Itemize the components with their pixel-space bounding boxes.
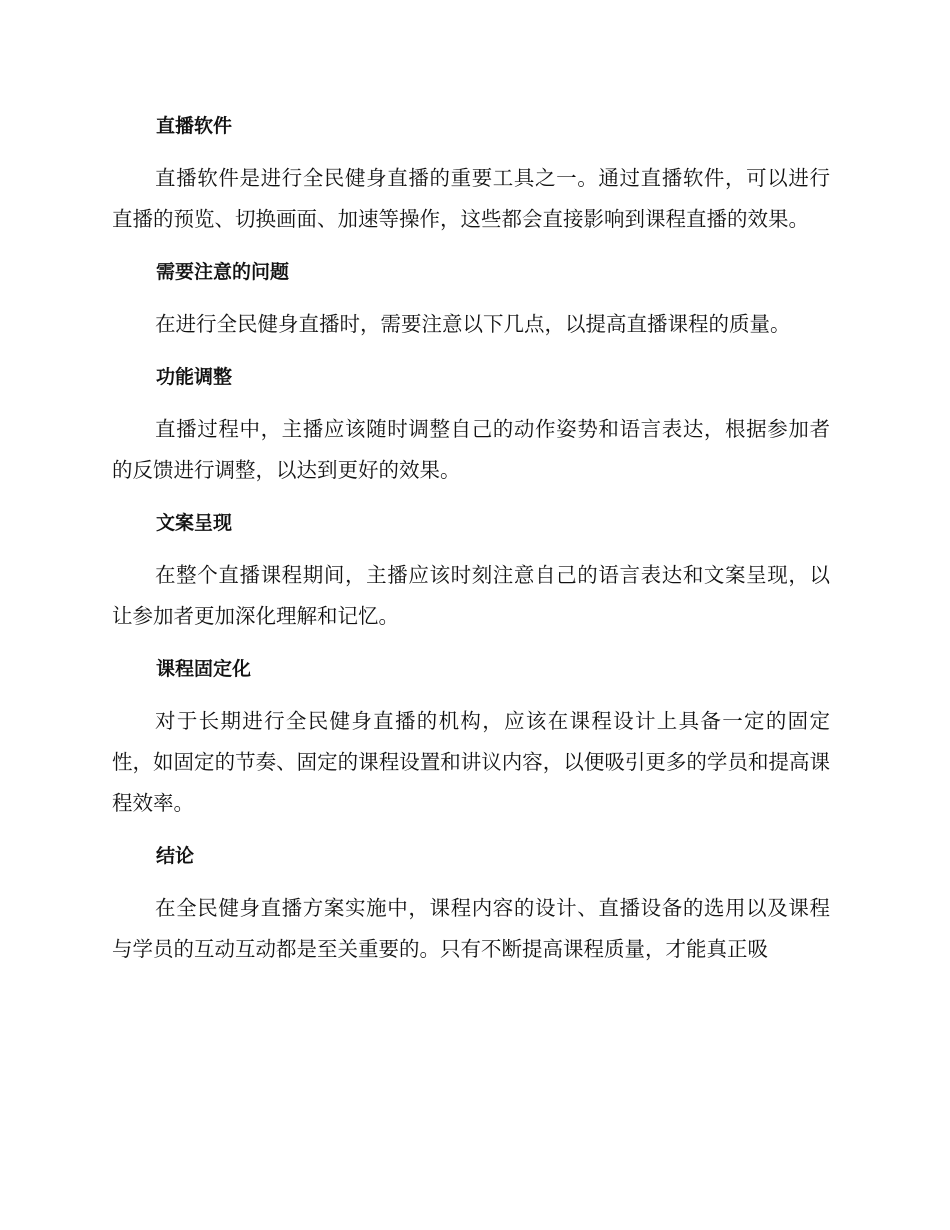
section-paragraph: 直播软件是进行全民健身直播的重要工具之一。通过直播软件，可以进行直播的预览、切换画面、加速等操作，这些都会直接影响到课程直播的效果。 [112,166,830,231]
section-course-fixation [112,653,830,824]
section-notes [112,256,830,345]
section-conclusion [112,840,830,970]
section-function-adjustment [112,361,830,491]
section-paragraph: 直播过程中，主播应该随时调整自己的动作姿势和语言表达，根据参加者的反馈进行调整，以达到更好的效果。 [112,417,830,482]
section-copy-presentation [112,507,830,637]
section-heading: 课程固定化 [156,658,252,680]
section-heading: 结论 [156,845,195,867]
section-heading: 直播软件 [156,115,233,137]
section-heading: 功能调整 [156,366,233,388]
document-page [112,110,830,986]
section-paragraph: 在进行全民健身直播时，需要注意以下几点，以提高直播课程的质量。 [155,312,791,336]
section-paragraph: 对于长期进行全民健身直播的机构，应该在课程设计上具备一定的固定性，如固定的节奏、固定的课程设置和讲议内容，以便吸引更多的学员和提高课程效率。 [112,709,830,815]
section-paragraph: 在整个直播课程期间，主播应该时刻注意自己的语言表达和文案呈现，以让参加者更加深化理解和记忆。 [112,563,830,628]
section-live-software [112,110,830,240]
section-heading: 文案呈现 [156,512,233,534]
section-paragraph: 在全民健身直播方案实施中，课程内容的设计、直播设备的选用以及课程与学员的互动互动都是至关重要的。只有不断提高课程质量，才能真正吸 [112,896,830,961]
section-heading: 需要注意的问题 [156,261,290,283]
